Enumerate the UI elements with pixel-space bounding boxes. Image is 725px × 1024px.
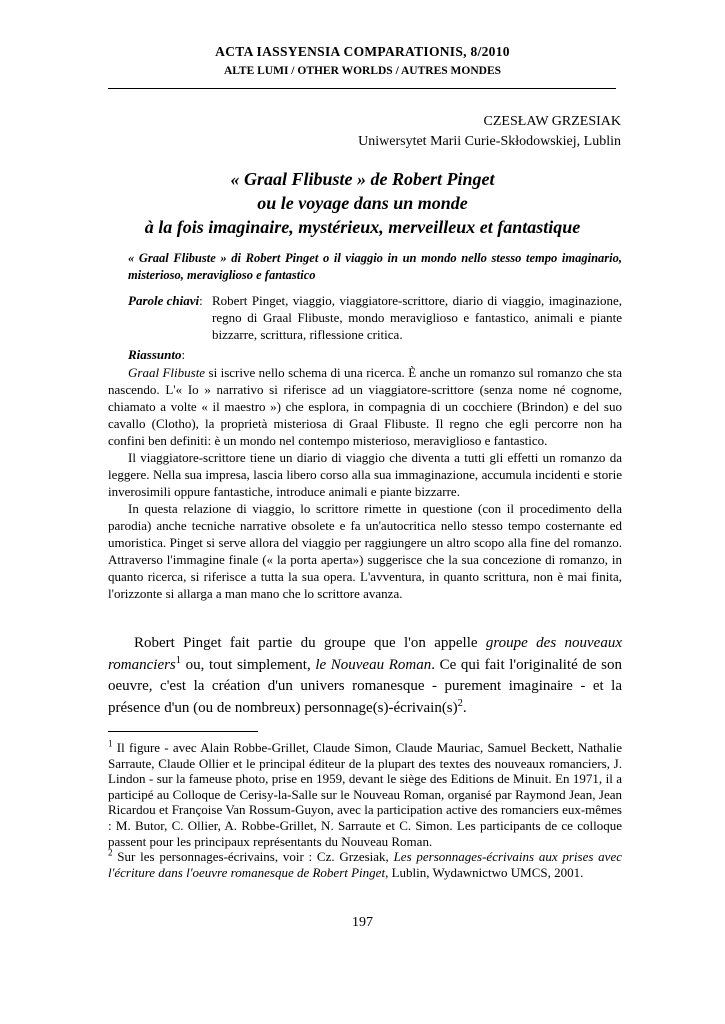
footnotes	[108, 740, 622, 880]
italian-title: « Graal Flibuste » di Robert Pinget o il viaggio in un mondo nello stesso tempo imaginario, misterioso, meraviglioso e fantastico	[128, 251, 622, 282]
footnote-1: $^1$ Il figure ‑ avec Alain Robbe-Grillet, Claude Simon, Claude Mauriac, Samuel Beckett, Nathalie Sarraute, Claude Ollier et le principal éditeur de la plupart des textes des nouveaux romanciers, J. Lindon ‑ sur la fameuse photo, prise en 1959, devant le siège des Editions de Minuit. En 1971, il a participé au Colloque de Cerisy-la-Salle sur le Nouveau Roman, organisé par Raymond Jean, Jean Ricardou et Françoise Van Rossum-Guyon, avec la participation active des romanciers eux-mêmes : M. Butor, C. Ollier, A. Robbe-Grillet, N. Sarraute et C. Simon. Les participants de ce colloque passent pour les principaux représentants du Nouveau Roman.	[108, 738, 622, 849]
keywords-block	[128, 292, 622, 343]
title-line-1: « Graal Flibuste » de Robert Pinget	[230, 169, 495, 189]
abstract-paragraph: Il viaggiatore-scrittore tiene un diario di viaggio che diventa a tutti gli effetti un romanzo da leggere. Nella sua impresa, lascia libero corso alla sua immaginazione, accumula incidenti e storie inverosimili oppure fantastiche, introduce animali e piante bizzarre.	[108, 450, 622, 499]
body-paragraph: Robert Pinget fait partie du groupe que l'on appelle groupe des nouveaux romanciers$^1$ ou, tout simplement, le Nouveau Roman. Ce qui fait l'originalité de son oeuvre, c'est la création d'un univers romanesque ‑ purement imaginaire ‑ et la présence d'un (ou de nombreux) $personnage(s)-écrivain(s)^2$.	[108, 635, 622, 716]
header-rule	[108, 88, 616, 89]
title-line-3: à la fois imaginaire, mystérieux, merveilleux et fantastique	[144, 217, 581, 237]
abstract-body	[108, 364, 622, 602]
abstract-paragraph: Graal Flibuste si iscrive nello schema di una ricerca. È anche un romanzo sul romanzo che sta nascendo. L'« Io » narrativo si riferisce ad un viaggiatore-scrittore (senza nome né cognome, chiamato a volte « il maestro ») che esplora, in compagnia di un cocchiere (Brindon) e del suo cavallo (Clotho), la proprietà misteriosa di Graal Flibuste. Il regno che egli percorre non ha confini ben definiti: è un mondo nel contempo misterioso, meraviglioso e fantastico.	[108, 365, 622, 448]
page-number: 197	[352, 915, 373, 930]
keywords-label: Parole chiavi:	[128, 293, 203, 308]
journal-header: ACTA IASSYENSIA COMPARATIONIS, 8/2010	[215, 44, 510, 59]
title-line-2: ou le voyage dans un monde	[257, 193, 468, 213]
author-affiliation: Uniwersytet Marii Curie-Skłodowskiej, Lublin	[358, 134, 621, 149]
author-block	[358, 112, 621, 152]
footnote-rule	[108, 731, 258, 732]
keywords-text: Robert Pinget, viaggio, viaggiatore-scrittore, diario di viaggio, imaginazione, regno di Graal Flibuste, mondo meraviglioso e fantastico, animali e piante bizzarre, scrittura, riflessione critica.	[212, 293, 622, 342]
author-name: CZESŁAW GRZESIAK	[483, 114, 621, 129]
body-text	[108, 633, 622, 719]
article-title	[100, 167, 625, 239]
abstract-paragraph: In questa relazione di viaggio, lo scrittore rimette in questione (con il procedimento della parodia) anche tecniche narrative obsolete e fa un'autocritica nello stesso tempo costernante ed umoristica. Pinget si serve allora del viaggio per raggiungere un altro scopo alla fine del romanzo. Attraverso l'immagine finale (« la porta aperta») suggerisce che la sua concezione di romanzo, in quanto ricerca, si riferisce a tutta la sua opera. L'avventura, in quanto scrittura, non è mai finita, l'orizzonte si allarga a man mano che lo scrittore avanza.	[108, 501, 622, 601]
abstract-label: Riassunto:	[128, 347, 186, 362]
journal-subtitle: ALTE LUMI / OTHER WORLDS / AUTRES MONDES	[223, 65, 502, 77]
footnote-ref: 1	[175, 654, 182, 666]
footnote-2: $^2$ Sur les personnages-écrivains, voir : Cz. Grzesiak, Les personnages-écrivains aux prises avec l'écriture dans l'oeuvre romanesque de Robert Pinget, Lublin, Wydawnictwo UMCS, 2001.	[108, 847, 622, 880]
footnote-ref: 2	[457, 697, 463, 709]
